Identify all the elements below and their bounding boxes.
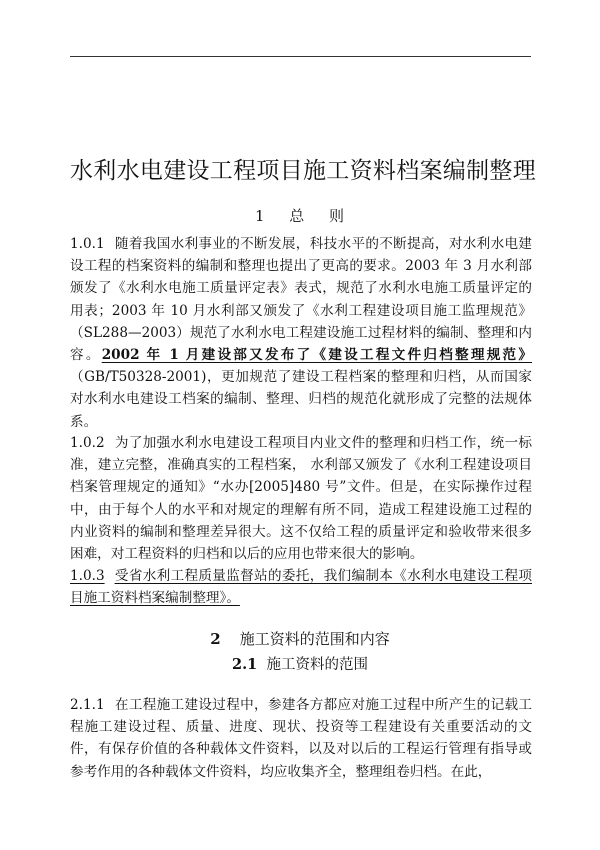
paragraph-2-1-1 [70, 694, 532, 783]
section-2-number: 2 [210, 630, 221, 648]
section-2-1-heading [0, 653, 600, 674]
paragraph-text: 受省水利工程质量监督站的委托，我们编制本《水利水电建设工程项目施工资料档案编制整理》。 [70, 568, 532, 607]
paragraph-number: 1.0.2 [70, 435, 105, 451]
paragraph-1-0-3 [70, 565, 532, 609]
paragraph-number: 1.0.3 [70, 568, 105, 584]
paragraph-1-0-2 [70, 432, 532, 565]
section-2-title: 施工资料的范围和内容 [239, 630, 390, 648]
section-2-1-number: 2.1 [232, 656, 258, 673]
paragraph-number: 2.1.1 [70, 697, 105, 713]
paragraph-text: 在工程施工建设过程中，参建各方都应对施工过程中所产生的记载工程施工建设过程、质量、进度、现状、投资等工程建设有关重要活动的文件，有保存价值的各种载体文件资料，以及对以后的工程运行管理有指导或参考作用的各种载体文件资料，均应收集齐全，整理组卷归档。在此， [70, 697, 532, 780]
section-2-1-title: 施工资料的范围 [266, 657, 368, 673]
paragraph-text: 为了加强水利水电建设工程项目内业文件的整理和归档工作，统一标准，建立完整，准确真实的工程档案， 水利部又颁发了《水利工程建设项目档案管理规定的通知》“水办[2005]480 号”文件。但是，在实际操作过程中，由于每个人的水平和对规定的理解有所不同，造成工程建设施工过程的内业资料的编制和整理差异很大。这不仅给工程的质量评定和验收带来很多困难，对工程资料的归档和以后的应用也带来很大的影响。 [70, 435, 532, 563]
paragraph-text: 随着我国水利事业的不断发展，科技水平的不断提高，对水利水电建设工程的档案资料的编制和整理也提出了更高的要求。2003 年 3 月水利部颁发了《水利水电施工质量评定表》表式，规范了水利水电施工质量评定的用表；2003 年 10 月水利部又颁发了《水利工程建设项目施工监理规范》（SL288—2003）规范了水利水电工程建设施工过程材料的编制、整理和内容。 [70, 236, 532, 364]
paragraph-number: 1.0.1 [70, 236, 105, 252]
paragraph-text-continued: （GB/T50328-2001)，更加规范了建设工程档案的整理和归档，从而国家对水利水电建设工档案的编制、整理、归档的规范化就形成了完整的法规体系。 [70, 369, 532, 430]
section-2-heading [0, 628, 600, 649]
section-1-number: 1 [254, 207, 266, 225]
paragraph-1-0-1 [70, 233, 532, 433]
document-title: 水利水电建设工程项目施工资料档案编制整理 [70, 158, 536, 184]
section-1-title: 总 则 [289, 207, 346, 225]
underlined-text: 2002 年 1 月建设部又发布了《建设工程文件归档整理规范》 [101, 347, 532, 364]
section-1-heading [0, 205, 600, 226]
header-rule [70, 56, 531, 57]
